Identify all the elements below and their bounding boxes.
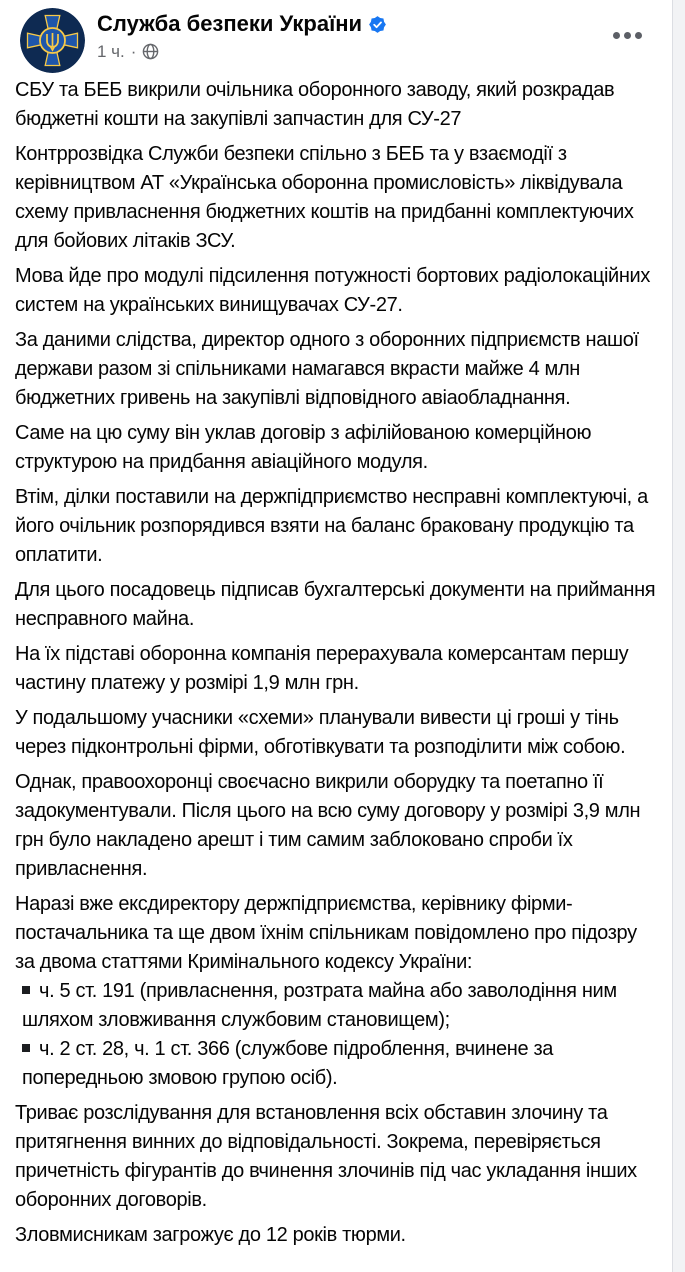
paragraph-text: Саме на цю суму він уклав договір з афілійованою комерційною структурою на придбання авіаційного модуля. xyxy=(15,422,592,473)
post-paragraph xyxy=(15,704,656,762)
paragraph-text: Зловмисникам загрожує до 12 років тюрми. xyxy=(15,1224,406,1246)
post-timestamp[interactable]: 1 ч. xyxy=(97,42,125,61)
post-paragraph xyxy=(15,1099,656,1215)
paragraph-text: У подальшому учасники «схеми» планували вивести ці гроші у тінь через підконтрольні фірми, обготівкувати та розподілити між собою. xyxy=(15,707,626,758)
post-meta xyxy=(97,41,386,62)
header-text xyxy=(97,8,386,62)
paragraph-text: Для цього посадовець підписав бухгалтерські документи на приймання несправного майна. xyxy=(15,579,656,630)
paragraph-text: Наразі вже ексдиректору держпідприємства, керівнику фірми-постачальника та ще двом їхнім спільникам повідомлено про підозру за двома статтями Кримінального кодексу України: xyxy=(15,893,637,973)
paragraph-text: Втім, ділки поставили на держпідприємство несправні комплектуючі, а його очільник розпорядився взяти на баланс браковану продукцію та оплатити. xyxy=(15,486,648,566)
post-paragraph xyxy=(15,419,656,477)
name-row xyxy=(97,10,386,38)
paragraph-text: На їх підставі оборонна компанія перерахувала комерсантам першу частину платежу у розмірі 1,9 млн грн. xyxy=(15,643,629,694)
verified-badge-icon xyxy=(369,16,386,33)
post-paragraph xyxy=(15,890,656,977)
paragraph-text: ч. 2 ст. 28, ч. 1 ст. 366 (службове підроблення, вчинене за попередньою змовою групою осіб). xyxy=(22,1038,554,1089)
square-bullet-icon xyxy=(22,1044,30,1052)
post-header xyxy=(0,0,672,73)
post-paragraph xyxy=(15,640,656,698)
ellipsis-icon xyxy=(613,32,642,39)
paragraph-text: Контррозвідка Служби безпеки спільно з БЕБ та у взаємодії з керівництвом АТ «Українська оборонна промисловість» ліквідувала схему привласнення бюджетних коштів на придбанні комплектуючих для бойових літаків ЗСУ. xyxy=(15,143,634,252)
globe-icon xyxy=(142,43,159,60)
paragraph-text: Триває розслідування для встановлення всіх обставин злочину та притягнення винних до відповідальності. Зокрема, перевіряється причетність фігурантів до вчинення злочинів під час укладання інших оборонних договорів. xyxy=(15,1102,637,1211)
paragraph-text: ч. 5 ст. 191 (привласнення, розтрата майна або заволодіння ним шляхом зловживання службовим становищем); xyxy=(22,980,617,1031)
post-paragraph xyxy=(15,483,656,570)
more-options-button[interactable] xyxy=(611,26,644,45)
post-paragraph xyxy=(15,1221,656,1250)
paragraph-text: Мова йде про модулі підсилення потужності бортових радіолокаційних систем на українських винищувачах СУ-27. xyxy=(15,265,651,316)
post-body xyxy=(0,73,672,1250)
page-avatar[interactable] xyxy=(20,8,85,73)
post-paragraph xyxy=(15,576,656,634)
post-paragraph xyxy=(15,326,656,413)
post-paragraph xyxy=(15,76,656,134)
meta-separator: · xyxy=(130,42,137,61)
square-bullet-icon xyxy=(22,986,30,994)
paragraph-text: За даними слідства, директор одного з оборонних підприємств нашої держави разом зі спільниками намагався вкрасти майже 4 млн бюджетних гривень на закупівлі відповідного авіаобладнання. xyxy=(15,329,639,409)
page-name[interactable]: Служба безпеки України xyxy=(97,11,363,36)
post-paragraph xyxy=(15,977,656,1035)
post-paragraph xyxy=(15,262,656,320)
paragraph-text: СБУ та БЕБ викрили очільника оборонного заводу, який розкрадав бюджетні кошти на закупівлі запчастин для СУ-27 xyxy=(15,79,615,130)
post-paragraph xyxy=(15,140,656,256)
sbu-emblem-icon xyxy=(20,8,85,73)
post-paragraph xyxy=(15,768,656,884)
post-paragraph xyxy=(15,1035,656,1093)
paragraph-text: Однак, правоохоронці своєчасно викрили оборудку та поетапно її задокументували. Після цього на всю суму договору у розмірі 3,9 млн грн було накладено арешт і тим самим заблоковано спроби їх привласнення. xyxy=(15,771,641,880)
